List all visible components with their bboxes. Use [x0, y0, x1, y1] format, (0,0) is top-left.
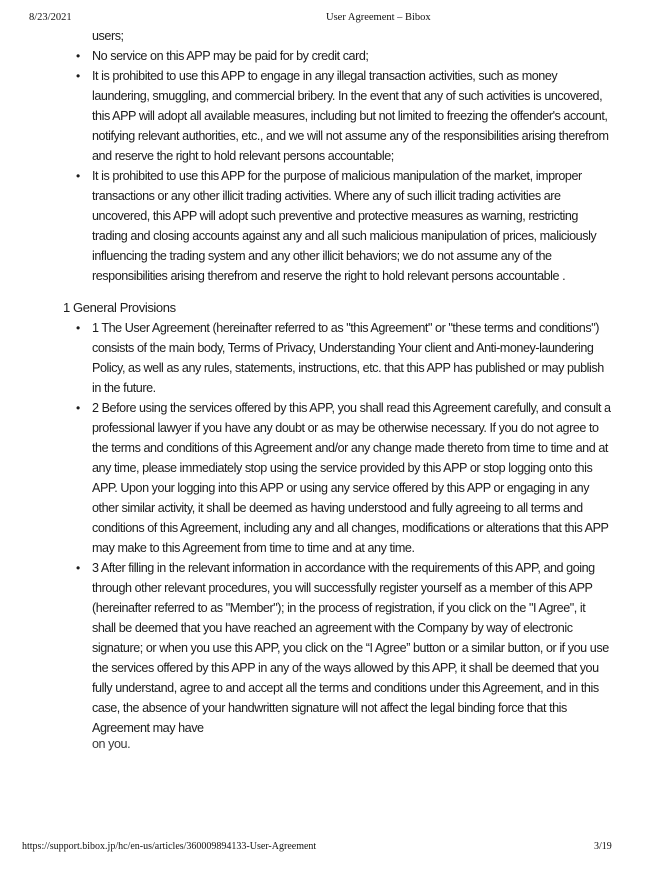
list-item-text: 3 After filling in the relevant information in accordance with the requirements of this APP, and going through other relevant procedures, you will successfully register yourself as a member of this APP (hereinafter referred to as "Member"); in the process of registration, if you click on the "I Agree", it shall be deemed that you have reached an agreement with the Company by way of electronic signature; or when you use this APP, you click on the “I Agree” button or a similar button, or if you use the services offered by this APP in any of the ways allowed by this APP, it shall be deemed that you fully understand, agree to and accept all the terms and conditions under this Agreement, and in this case, the absence of your handwritten signature will not affect the legal binding force that this Agreement may have: [92, 561, 609, 735]
source-url: https://support.bibox.jp/hc/en-us/articles/360009894133-User-Agreement: [22, 841, 317, 852]
bullet-list-intro: [63, 46, 612, 66]
print-footer: [0, 841, 672, 857]
bullet-icon: •: [76, 169, 80, 183]
continuation-line: users;: [92, 29, 124, 43]
list-item-text: It is prohibited to use this APP to engage in any illegal transaction activities, such as money laundering, smuggling, and commercial bribery. In the event that any of such activities is uncovered, this APP will adopt all available measures, including but not limited to freezing the offender's account, notifying relevant authorities, etc., and we will not assume any of the responsibilities arising therefrom and reserve the right to hold relevant persons accountable;: [92, 69, 609, 163]
document-title: User Agreement – Bibox: [326, 12, 431, 23]
bullet-icon: •: [76, 49, 80, 63]
list-item: [63, 66, 612, 166]
bullet-icon: •: [76, 69, 80, 83]
list-item-text: No service on this APP may be paid for by credit card;: [92, 49, 369, 63]
section-heading: 1 General Provisions: [63, 300, 176, 315]
bullet-icon: •: [76, 561, 80, 575]
list-item-text: It is prohibited to use this APP for the purpose of malicious manipulation of the market, improper transactions or any other illicit trading activities. Where any of such illicit trading activities are uncovered, this APP will adopt such preventive and protective measures as warning, restricting trading and closing accounts against any and all such malicious manipulation of prices, maliciously influencing the trading system and any other illicit behaviors; we do not assume any of the responsibilities arising therefrom and reserve the right to hold relevant persons accountable .: [92, 169, 597, 283]
bullet-icon: •: [76, 321, 80, 335]
list-item: [63, 558, 612, 738]
list-item-text: 2 Before using the services offered by this APP, you shall read this Agreement carefully, and consult a professional lawyer if you have any doubt or as may be otherwise necessary. If you do not agree to the terms and conditions of this Agreement and/or any change made thereto from time to time and at any time, please immediately stop using the service provided by this APP or stop logging onto this APP. Upon your logging into this APP or using any service offered by this APP or engaging in any other similar activity, it shall be deemed as having understood and fully agreeing to all terms and conditions of this Agreement, including any and all changes, modifications or alterations that this APP may make to this Agreement from time to time and at any time.: [92, 401, 611, 555]
clipped-page-break-line: on you.: [92, 737, 131, 751]
document-body: [63, 26, 612, 751]
list-item: [63, 46, 612, 66]
print-date: 8/23/2021: [29, 12, 72, 23]
page-number: 3/19: [594, 841, 612, 852]
list-item: [63, 318, 612, 398]
bullet-list-general-provisions: [63, 318, 612, 738]
bullet-icon: •: [76, 401, 80, 415]
list-item: [63, 398, 612, 558]
list-item-text: 1 The User Agreement (hereinafter referred to as "this Agreement" or "these terms and conditions") consists of the main body, Terms of Privacy, Understanding Your client and Anti-money-laundering Policy, as well as any rules, statements, instructions, etc. that this APP has published or may publish in the future.: [92, 321, 604, 395]
bullet-list-prohibitions: [63, 66, 612, 286]
list-item: [63, 166, 612, 286]
